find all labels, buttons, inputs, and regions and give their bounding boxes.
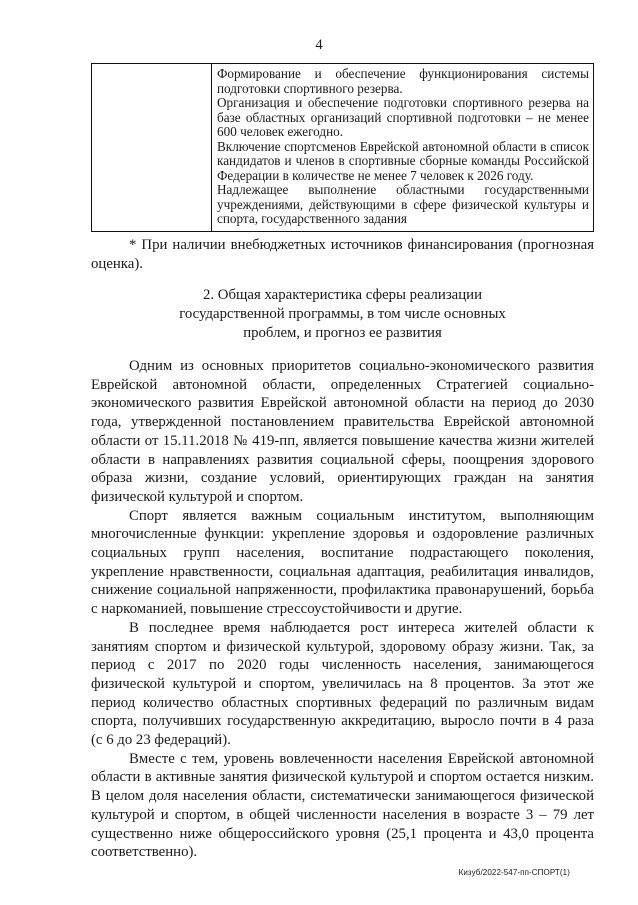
program-table bbox=[91, 63, 594, 232]
section-body bbox=[91, 357, 594, 862]
section-heading-line: проблем, и прогноз ее развития bbox=[243, 325, 442, 341]
body-paragraph: Вместе с тем, уровень вовлеченности населения Еврейской автономной области в активные занятия физической культурой и спортом остается низким. В целом доля населения области, систематически занимающегося физической культурой и спортом, в общей численности населения в возрасте 3 – 79 лет существенно ниже общероссийского уровня (25,1 процента и 43,0 процента соответственно). bbox=[91, 750, 594, 861]
table-paragraph: Включение спортсменов Еврейской автономной области в список кандидатов и членов в спортивные сборные команды Российской Федерации в количестве не менее 7 человек к 2026 году. bbox=[217, 138, 589, 183]
footnote: * При наличии внебюджетных источников финансирования (прогнозная оценка). bbox=[91, 237, 594, 272]
page-number: 4 bbox=[315, 37, 323, 53]
body-paragraph: Спорт является важным социальным институтом, выполняющим многочисленные функции: укрепление здоровья и оздоровление различных социальных групп населения, воспитание подрастающего поколения, укрепление нравственности, социальная адаптация, реабилитация инвалидов, снижение социальной напряженности, профилактика правонарушений, борьба с наркоманией, повышение стрессоустойчивости и другие. bbox=[91, 507, 594, 618]
section-heading-line: государственной программы, в том числе основных bbox=[179, 306, 506, 322]
body-paragraph: В последнее время наблюдается рост интереса жителей области к занятиям спортом и физической культурой, здоровому образу жизни. Так, за период с 2017 по 2020 годы численность населения, занимающегося физической культурой и спортом, увеличилась на 8 процентов. За этот же период количество областных спортивных федераций по различным видам спорта, получивших государственную аккредитацию, выросло почти в 4 раза (с 6 до 23 федераций). bbox=[91, 619, 594, 749]
body-paragraph: Одним из основных приоритетов социально-экономического развития Еврейской автономной области, определенных Стратегией социально-экономического развития Еврейской автономной области на период до 2030 года, утвержденной постановлением правительства Еврейской автономной области от 15.11.2018 № 419-пп, является повышение качества жизни жителей области в направлениях развития социальной сферы, поощрения здорового образа жизни, создание условий, ориентирующих граждан на занятия физической культурой и спортом. bbox=[91, 358, 594, 505]
section-heading-line: 2. Общая характеристика сферы реализации bbox=[202, 287, 482, 303]
table-cell-right bbox=[212, 64, 594, 232]
table-cell-left bbox=[92, 64, 212, 232]
section-heading bbox=[91, 286, 594, 343]
document-footer-code: Кизуб/2022-547-пп-СПОРТ(1) bbox=[458, 868, 570, 877]
table-row bbox=[92, 64, 594, 232]
table-paragraph: Организация и обеспечение подготовки спортивного резерва на базе областных организаций спортивной подготовки – не менее 600 человек ежегодно. bbox=[217, 95, 589, 139]
table-paragraph: Надлежащее выполнение областными государственными учреждениями, действующими в сфере физической культуры и спорта, государственного задания bbox=[217, 182, 589, 226]
table-paragraph: Формирование и обеспечение функционирования системы подготовки спортивного резерва. bbox=[217, 66, 589, 96]
